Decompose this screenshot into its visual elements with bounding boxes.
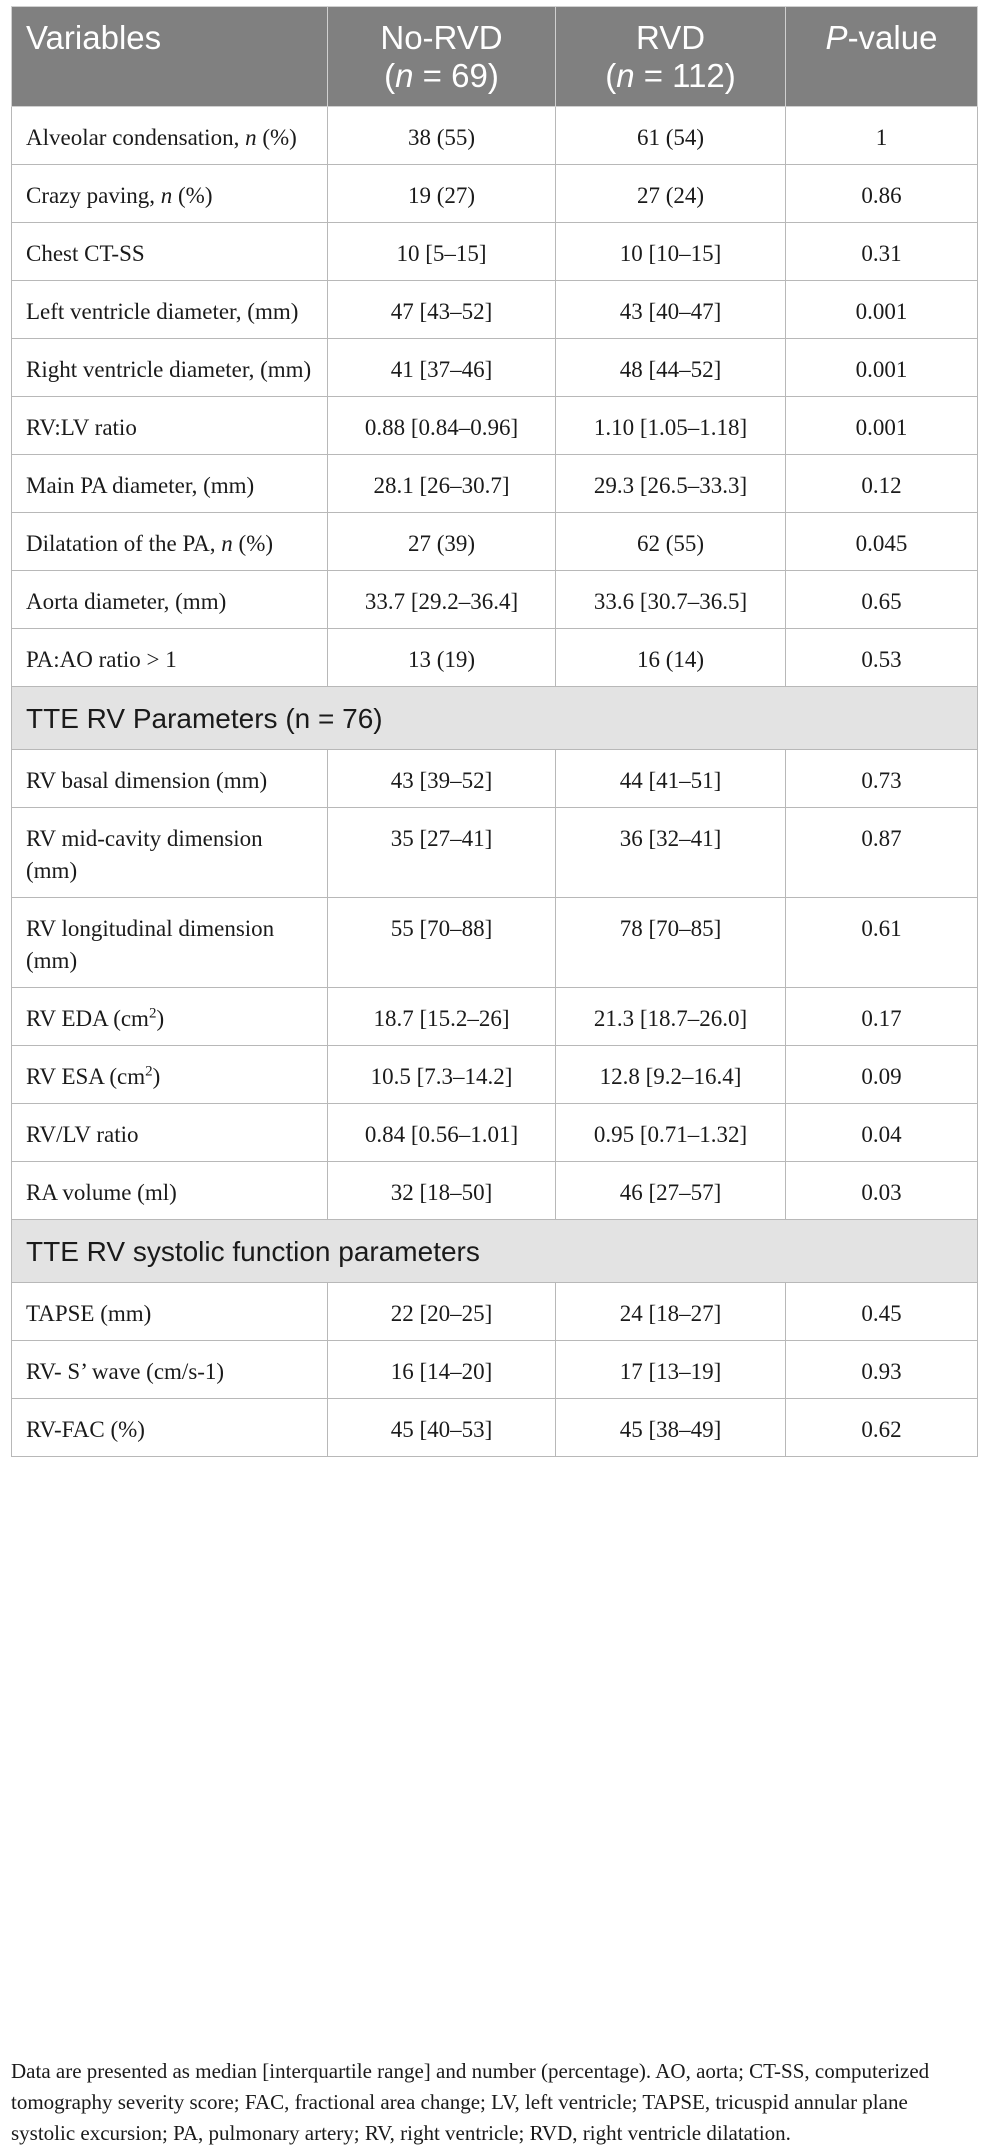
row-label: RA volume (ml) (12, 1162, 328, 1220)
row-label: Main PA diameter, (mm) (12, 455, 328, 513)
cell-no-rvd: 0.88 [0.84–0.96] (328, 397, 556, 455)
row-label: Chest CT-SS (12, 223, 328, 281)
row-label (12, 165, 328, 223)
cell-rvd: 10 [10–15] (556, 223, 786, 281)
row-label: Left ventricle diameter, (mm) (12, 281, 328, 339)
cell-rvd: 78 [70–85] (556, 898, 786, 988)
header-no-rvd-n: n (395, 57, 414, 94)
table-row (12, 898, 978, 988)
label-text: RV ESA (cm (26, 1064, 146, 1089)
cell-p-value: 1 (786, 107, 978, 165)
section-row (12, 687, 978, 750)
table-row (12, 107, 978, 165)
header-variables-text: Variables (26, 19, 162, 56)
header-no-rvd-count: = 69) (413, 57, 499, 94)
cell-rvd: 43 [40–47] (556, 281, 786, 339)
results-table (11, 6, 978, 1457)
header-p-italic: P (825, 19, 848, 56)
table-header (12, 7, 978, 107)
section-row (12, 1220, 978, 1283)
cell-p-value: 0.001 (786, 339, 978, 397)
cell-p-value: 0.09 (786, 1046, 978, 1104)
cell-p-value: 0.86 (786, 165, 978, 223)
row-label: RV- S’ wave (cm/s-1) (12, 1341, 328, 1399)
table-row (12, 165, 978, 223)
label-n: n (245, 125, 257, 150)
cell-p-value: 0.93 (786, 1341, 978, 1399)
cell-p-value: 0.001 (786, 281, 978, 339)
row-label: Aorta diameter, (mm) (12, 571, 328, 629)
header-rvd-count: = 112) (634, 57, 736, 94)
cell-no-rvd: 27 (39) (328, 513, 556, 571)
table-row (12, 513, 978, 571)
cell-no-rvd: 13 (19) (328, 629, 556, 687)
label-text: Crazy paving, (26, 183, 161, 208)
label-text: Alveolar condensation, (26, 125, 246, 150)
row-label (12, 513, 328, 571)
row-label: RV basal dimension (mm) (12, 750, 328, 808)
cell-rvd: 61 (54) (556, 107, 786, 165)
label-n: n (221, 531, 233, 556)
cell-p-value: 0.65 (786, 571, 978, 629)
header-rvd-title: RVD (635, 19, 706, 56)
row-label: TAPSE (mm) (12, 1283, 328, 1341)
row-label (12, 1046, 328, 1104)
table-row (12, 1046, 978, 1104)
label-close: ) (152, 1064, 161, 1089)
cell-p-value: 0.61 (786, 898, 978, 988)
label-n: n (160, 183, 173, 208)
cell-no-rvd: 16 [14–20] (328, 1341, 556, 1399)
cell-no-rvd: 0.84 [0.56–1.01] (328, 1104, 556, 1162)
cell-rvd: 1.10 [1.05–1.18] (556, 397, 786, 455)
cell-no-rvd: 22 [20–25] (328, 1283, 556, 1341)
cell-rvd: 21.3 [18.7–26.0] (556, 988, 786, 1046)
cell-rvd: 24 [18–27] (556, 1283, 786, 1341)
cell-rvd: 33.6 [30.7–36.5] (556, 571, 786, 629)
row-label (12, 988, 328, 1046)
cell-p-value: 0.62 (786, 1399, 978, 1457)
cell-p-value: 0.001 (786, 397, 978, 455)
cell-rvd: 36 [32–41] (556, 808, 786, 898)
cell-p-value: 0.045 (786, 513, 978, 571)
header-no-rvd-title: No-RVD (380, 19, 503, 56)
table-row (12, 1162, 978, 1220)
label-superscript: 2 (145, 1063, 153, 1080)
label-unit: (%) (232, 531, 274, 556)
row-label: RV:LV ratio (12, 397, 328, 455)
cell-no-rvd: 28.1 [26–30.7] (328, 455, 556, 513)
label-unit: (%) (256, 125, 297, 150)
cell-rvd: 12.8 [9.2–16.4] (556, 1046, 786, 1104)
header-variables (12, 7, 328, 107)
cell-p-value: 0.45 (786, 1283, 978, 1341)
table-row (12, 1104, 978, 1162)
row-label: RV longitudinal dimension (mm) (12, 898, 328, 988)
cell-rvd: 0.95 [0.71–1.32] (556, 1104, 786, 1162)
cell-no-rvd: 35 [27–41] (328, 808, 556, 898)
cell-no-rvd: 41 [37–46] (328, 339, 556, 397)
table-row (12, 397, 978, 455)
row-label: Right ventricle diameter, (mm) (12, 339, 328, 397)
cell-rvd: 27 (24) (556, 165, 786, 223)
cell-no-rvd: 33.7 [29.2–36.4] (328, 571, 556, 629)
cell-no-rvd: 47 [43–52] (328, 281, 556, 339)
header-p-value (786, 7, 978, 107)
table-row (12, 455, 978, 513)
cell-no-rvd: 32 [18–50] (328, 1162, 556, 1220)
label-text: Dilatation of the PA, (26, 531, 222, 556)
header-no-rvd: No-RVD (n = 69) (328, 7, 556, 107)
cell-rvd: 17 [13–19] (556, 1341, 786, 1399)
cell-p-value: 0.87 (786, 808, 978, 898)
header-row (12, 7, 978, 107)
cell-no-rvd: 19 (27) (328, 165, 556, 223)
cell-rvd: 29.3 [26.5–33.3] (556, 455, 786, 513)
cell-no-rvd: 43 [39–52] (328, 750, 556, 808)
cell-p-value: 0.03 (786, 1162, 978, 1220)
cell-p-value: 0.73 (786, 750, 978, 808)
table-row (12, 808, 978, 898)
table-row (12, 750, 978, 808)
table-footnote: Data are presented as median [interquartile range] and number (percentage). AO, aorta; CT-SS, computerized tomography severity score; FAC, fractional area change; LV, left ventricle; TAPSE, tricuspid annular plane systolic excursion; PA, pulmonary artery; RV, right ventricle; RVD, right ventricle dilatation. (11, 2059, 930, 2145)
cell-no-rvd: 10 [5–15] (328, 223, 556, 281)
table-row (12, 281, 978, 339)
section-header-systolic-function: TTE RV systolic function parameters (12, 1220, 978, 1283)
cell-p-value: 0.12 (786, 455, 978, 513)
section-header-tte-rv: TTE RV Parameters (n = 76) (12, 687, 978, 750)
label-text: RV EDA (cm (26, 1006, 149, 1031)
cell-rvd: 48 [44–52] (556, 339, 786, 397)
cell-rvd: 62 (55) (556, 513, 786, 571)
header-rvd: RVD (n = 112) (556, 7, 786, 107)
label-unit: (%) (172, 183, 213, 208)
table-row (12, 629, 978, 687)
table-row (12, 988, 978, 1046)
cell-no-rvd: 45 [40–53] (328, 1399, 556, 1457)
row-label: PA:AO ratio > 1 (12, 629, 328, 687)
cell-no-rvd: 18.7 [15.2–26] (328, 988, 556, 1046)
table-row (12, 1283, 978, 1341)
label-superscript: 2 (148, 1005, 157, 1022)
cell-rvd: 45 [38–49] (556, 1399, 786, 1457)
header-rvd-n: n (616, 57, 635, 94)
cell-no-rvd: 38 (55) (328, 107, 556, 165)
cell-no-rvd: 55 [70–88] (328, 898, 556, 988)
table-row (12, 223, 978, 281)
cell-p-value: 0.53 (786, 629, 978, 687)
table-row (12, 571, 978, 629)
cell-p-value: 0.17 (786, 988, 978, 1046)
table-row (12, 1399, 978, 1457)
row-label: RV-FAC (%) (12, 1399, 328, 1457)
cell-p-value: 0.31 (786, 223, 978, 281)
cell-rvd: 16 (14) (556, 629, 786, 687)
header-p-rest: -value (847, 19, 938, 56)
row-label: RV mid-cavity dimension (mm) (12, 808, 328, 898)
label-close: ) (156, 1006, 165, 1031)
cell-p-value: 0.04 (786, 1104, 978, 1162)
table-row (12, 1341, 978, 1399)
cell-rvd: 46 [27–57] (556, 1162, 786, 1220)
cell-no-rvd: 10.5 [7.3–14.2] (328, 1046, 556, 1104)
cell-rvd: 44 [41–51] (556, 750, 786, 808)
table-row (12, 339, 978, 397)
row-label: RV/LV ratio (12, 1104, 328, 1162)
table-body (12, 107, 978, 1457)
row-label (12, 107, 328, 165)
